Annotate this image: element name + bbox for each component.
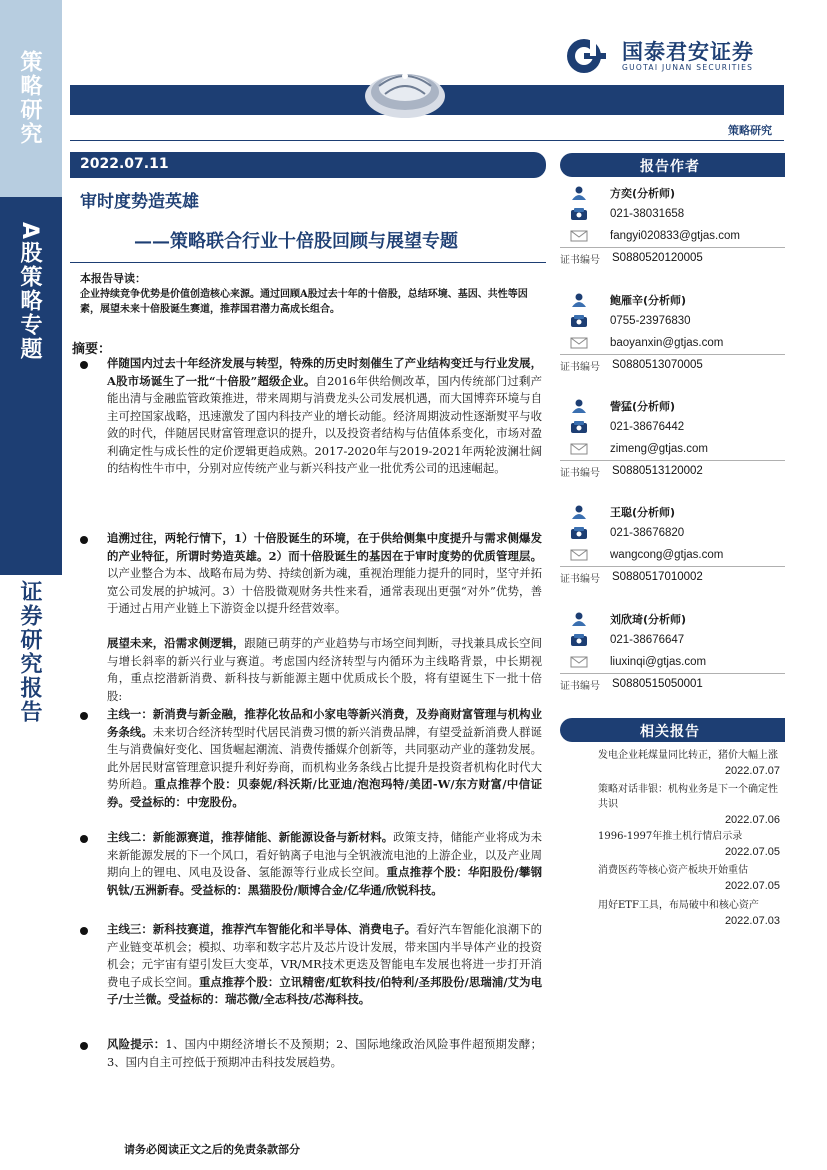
company-logo-icon [562,36,612,76]
analyst-name: 方奕(分析师) [610,187,676,200]
related-report-title[interactable]: 策略对话非银：机构业务是下一个确定性共识 [598,784,778,810]
mail-icon [570,336,588,350]
related-title: 相关报告 [640,724,700,740]
analyst-phone: 021-38676442 [610,421,685,433]
related-report-item[interactable] [562,898,784,927]
phone-icon [570,526,588,540]
bullet-4 [80,829,542,921]
analyst-cert-row [560,674,703,694]
related-report-title[interactable]: 消费医药等核心资产板块开始重估 [598,865,748,876]
analyst-email-row [560,652,706,672]
summary-label: 摘要： [72,342,112,357]
related-report-item[interactable] [562,748,784,777]
analyst-name: 刘欣琦(分析师) [610,613,687,626]
report-title: 审时度势造英雄 [80,192,199,212]
analyst-name: 鲍雁辛(分析师) [610,294,687,307]
bullet-2 [80,530,542,635]
analyst-name: 訾猛(分析师) [610,400,676,413]
report-date: 2022.07.11 [80,156,169,172]
bullet-3-ben: 中宠股份。 [186,794,244,809]
bullet-dot-icon [80,361,88,369]
analyst-cert-row [560,567,703,587]
header-divider [70,140,784,141]
analyst-phone: 021-38676820 [610,527,685,539]
title-divider [70,262,546,263]
related-report-item[interactable] [562,829,784,858]
bullet-dot-icon [80,712,88,720]
analyst-cert: S0880513120002 [612,465,703,477]
bullet-dot-icon [80,927,88,935]
bullet-5 [80,921,542,1036]
bullet-dot-icon [80,536,88,544]
related-report-item[interactable] [562,863,784,892]
mail-icon [570,548,588,562]
analyst-cert-row [560,461,703,481]
bullet-5-ben-label: 受益标的： [168,992,226,1007]
bullet-5-rec-label: 重点推荐个股： [198,974,280,989]
mail-icon [570,655,588,669]
bullet-4-ben-label: 受益标的： [190,882,248,897]
analyst-cert: S0880520120005 [612,252,703,264]
company-name-cn: 国泰君安证券 [622,40,754,64]
analyst-cert-row [560,248,703,268]
analyst-name-row [560,502,675,522]
bullet-3-text: 未来切合经济转型时代居民消费习惯的新兴消费品牌，有望受益新消费人群诞生与消费偏好变化、国货崛起潮流、消费传播媒介创新等，共同驱动产业的蓬勃发展。此外居民财富管理意识提升利好券商，而机构业务条线占比提升是投资者机构化时代大势所趋。 [107,724,542,792]
analyst-name: 王聪(分析师) [610,506,676,519]
phone-icon [570,633,588,647]
sidebar-label-bottom: 证券研究报告 [17,580,42,724]
report-category: 策略研究 [728,124,772,137]
analyst-phone: 021-38676647 [610,634,685,646]
phone-icon [570,420,588,434]
analyst-phone: 0755-23976830 [610,315,691,327]
bullet-2-text: 以产业整合为本、战略布局为势、持续创新为魂，重视治理能力提升的同时，坚守并拓宽公司发展的护城河。3）十倍股微观财务共性来看，通常表现出更强“对外”优势，善于通过占用产业链上下游资金以提升经营效率。 [107,566,542,616]
analyst-name-row [560,183,675,203]
related-report-date: 2022.07.07 [724,765,780,777]
related-report-title[interactable]: 1996-1997年推土机行情启示录 [598,831,743,842]
bullet-3-rec-label: 重点推荐个股： [154,777,238,792]
globe-decoration-icon [355,56,455,118]
analyst-email: baoyanxin@gtjas.com [610,337,724,349]
guide-text: 企业持续竞争优势是价值创造核心来源。通过回顾A股过去十年的十倍股，总结环境、基因、共性等因素，展望未来十倍股诞生赛道，推荐国君潜力高成长组合。 [80,289,528,315]
sidebar-label-middle: A股策略专题 [17,222,42,362]
summary-bullets [80,355,542,1076]
person-icon [570,399,588,413]
related-report-date: 2022.07.05 [724,846,780,858]
person-icon [570,186,588,200]
person-icon [570,612,588,626]
analyst-email-row [560,226,740,246]
analyst-cert-row [560,355,703,375]
mail-icon [570,442,588,456]
bullet-3-ben-label: 受益标的： [129,794,187,809]
related-report-date: 2022.07.06 [724,814,780,826]
analyst-email: liuxinqi@gtjas.com [610,656,707,668]
analyst-name-row [560,609,686,629]
bullet-1-text: 自2016年供给侧改革，国内传统部门过剩产能出清与金融监管政策推进，带来周期与消费龙头公司发展机遇，而大国博弈环境与自主可控国家战略，迅速激发了国内科技产业的增长动能。经济周期波动性逐渐熨平与收敛的时代，伴随居民财富管理意识的提升，以及投资者结构与估值体系变化，市场对盈利确定性与成长性的定价逻辑更趋成熟。2017-2020年与2019-2021年两轮波澜壮阔的结构性牛市中，分别对应传统产业与新兴科技产业一批优秀公司的迅速崛起。 [107,373,542,476]
risk-text: 1、国内中期经济增长不及预期；2、国际地缘政治风险事件超预期发酵；3、国内自主可控低于预期冲击科技发展趋势。 [107,1037,542,1069]
company-name-en: GUOTAI JUNAN SECURITIES [622,63,754,72]
risk-bullet [80,1036,542,1076]
outlook-text: 跟随已萌芽的产业趋势与市场空间判断，寻找兼具成长空间与增长斜率的新兴行业与赛道。考虑国内经济转型与内循环为主线略背景，中长期视角，重点挖潜新消费、新科技与新能源主题中优质成长个股，将有望诞生下一批十倍股: [107,636,542,703]
sidebar-label-top: 策略研究 [17,50,42,146]
cert-label: 证书编号 [560,254,600,266]
analyst-cert: S0880517010002 [612,571,703,583]
bullet-4-rec: 华阳股份/攀钢钒钛/五洲新春。 [107,865,542,897]
bullet-1 [80,355,542,530]
bullet-4-lead: 主线二：新能源赛道，推荐储能、新能源设备与新材料。 [107,830,394,844]
guide-label: 本报告导读： [80,272,146,285]
related-report-item[interactable] [562,782,784,826]
analyst-tel-row [560,523,684,543]
bullet-3-rec: 贝泰妮/科沃斯/比亚迪/泡泡玛特/美团-W/东方财富/中信证券。 [107,777,542,809]
person-icon [570,293,588,307]
related-report-title[interactable]: 发电企业耗煤量同比转正，猪价大幅上涨 [598,750,778,761]
cert-label: 证书编号 [560,467,600,479]
cert-label: 证书编号 [560,361,600,373]
related-report-title[interactable]: 用好ETF工具，布局破中和核心资产 [598,900,759,911]
phone-icon [570,314,588,328]
analyst-tel-row [560,204,684,224]
person-icon [570,505,588,519]
bullet-2-outlook [80,635,542,706]
bullet-2-lead: 追溯过往，两轮行情下，1）十倍股诞生的环境，在于供给侧集中度提升与需求侧爆发的产业特征，所谓时势造英雄。2）而十倍股诞生的基因在于审时度势的优质管理层。 [107,531,542,563]
cert-label: 证书编号 [560,680,600,692]
bullet-5-ben: 瑞芯微/全志科技/芯海科技。 [225,992,371,1007]
bullet-3-lead: 主线一：新消费与新金融，推荐化妆品和小家电等新兴消费，及券商财富管理与机构业务条线。 [107,707,542,739]
bullet-1-lead: 伴随国内过去十年经济发展与转型，特殊的历史时刻催生了产业结构变迁与行业发展，A股市场诞生了一批“十倍股”超级企业。 [107,356,542,388]
bullet-5-lead: 主线三：新科技赛道，推荐汽车智能化和半导体、消费电子。 [107,922,417,936]
bullet-dot-icon [80,1042,88,1050]
risk-label: 风险提示： [107,1037,166,1051]
bullet-5-rec: 立讯精密/虹软科技/伯特利/圣邦股份/思瑞浦/艾为电子/士兰微。 [107,974,542,1007]
footer-disclaimer: 请务必阅读正文之后的免责条款部分 [124,1143,300,1156]
analyst-email: wangcong@gtjas.com [610,549,724,561]
analyst-email: fangyi020833@gtjas.com [610,230,740,242]
analyst-tel-row [560,417,684,437]
analyst-email-row [560,333,723,353]
bullet-4-text: 政策支持，储能产业将成为未来新能源发展的下一个风口，看好钠离子电池与全钒液流电池的上游企业，以及产业周期向上的锂电、风电及设备、氢能源等行业成长空间。 [107,830,542,880]
mail-icon [570,229,588,243]
analyst-name-row [560,290,686,310]
analyst-tel-row [560,630,684,650]
analyst-email-row [560,439,708,459]
phone-icon [570,207,588,221]
report-subtitle: ——策略联合行业十倍股回顾与展望专题 [134,231,458,252]
authors-title: 报告作者 [640,159,700,175]
analyst-tel-row [560,311,691,331]
analyst-email-row [560,545,723,565]
bullet-3 [80,706,542,829]
outlook-lead: 展望未来，沿需求侧逻辑， [107,636,245,650]
bullet-4-rec-label: 重点推荐个股： [386,865,468,880]
related-report-date: 2022.07.03 [724,915,780,927]
bullet-dot-icon [80,835,88,843]
analyst-name-row [560,396,675,416]
analyst-email: zimeng@gtjas.com [610,443,708,455]
bullet-4-ben: 黑猫股份/顺博合金/亿华通/欣锐科技。 [247,882,443,897]
analyst-phone: 021-38031658 [610,208,685,220]
analyst-cert: S0880515050001 [612,678,703,690]
bullet-5-text: 看好汽车智能化浪潮下的产业链变革机会；模拟、功率和数字芯片及芯片设计发展，带来国内半导体产业的投资机会；元宇宙有望引发巨大变革，VR/MR技术更迭及智能电车发展也将进一步打开消费电子成长空间。 [107,922,542,989]
cert-label: 证书编号 [560,573,600,585]
analyst-cert: S0880513070005 [612,359,703,371]
related-report-date: 2022.07.05 [724,880,780,892]
